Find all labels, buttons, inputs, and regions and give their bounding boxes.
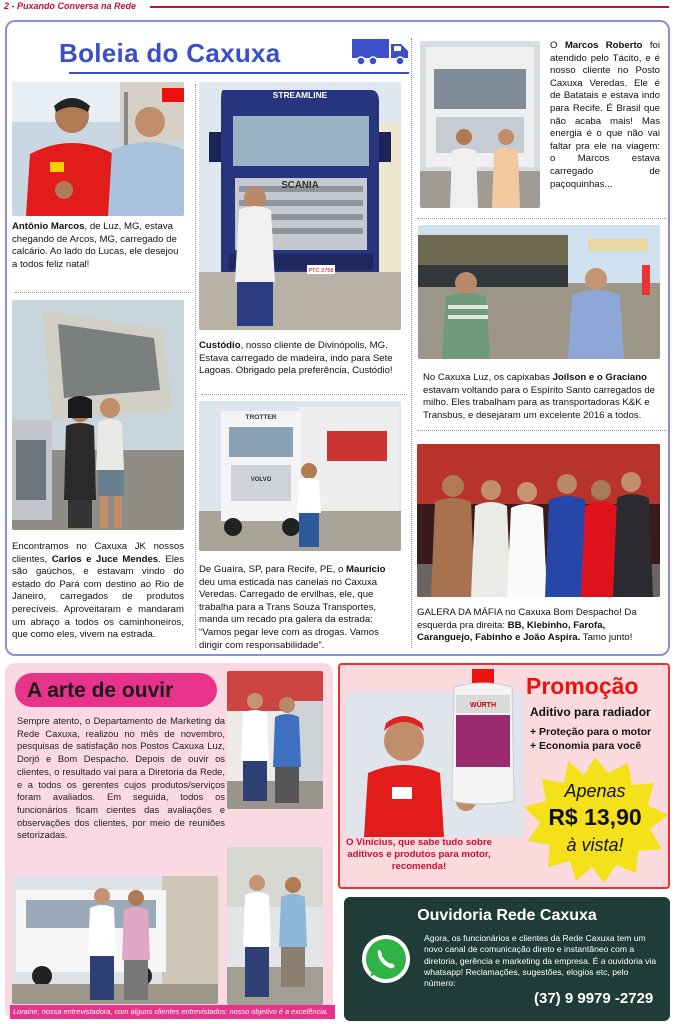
caption-galera-mafia: GALERA DA MÁFIA no Caxuxa Bom Despacho! Da esquerda pra direita: BB, Klebinho, Farofa, Caranguejo, Fabinho e João Aspira. Tamo junto! [417,607,637,644]
price-suffix: à vista! [566,835,624,855]
photo-galera-mafia [417,444,660,597]
photo-carlos-juce [12,300,184,530]
arte-title: A arte de ouvir [27,679,174,702]
ouvidoria-text: Agora, os funcionários e clientes da Rede Caxuxa tem um novo canal de comunicação direto e instantâneo com a diretoria, gerência e marketing da empresa. É a ouvidoria via whatsapp! Reclamações, sugestões, elogios etc, pelo número: [424,933,657,989]
truck-brand-trotter: TROTTER [245,414,277,421]
price-prefix: Apenas [564,781,626,801]
caption-custodio: Custódio, nosso cliente de Divinópolis, MG. Estava carregado de madeira, indo para Sete Lagoas. Obrigado pela preferência, Custódio! [199,340,393,377]
row-divider [15,292,191,293]
row-divider [417,430,667,431]
photo-arte-2 [12,876,218,1004]
photo-mauricio [199,401,401,551]
caption-joilson-graciano: No Caxuxa Luz, os capixabas Joílson e o Graciano estavam voltando para o Espírito Santo carregados de milho. Eles trabalham para as transportadoras K&K e Transbus, e desejaram um excelente 2016 a todos. [423,372,655,421]
price-value: R$ 13,90 [548,804,642,830]
arte-text: Sempre atento, o Departamento de Marketing da Rede Caxuxa, realizou no mês de novembro, pesquisas de satisfação nos Postos Caxuxa Luz, Dorjó e Bom Despacho. Depois de ouvir os clientes, o resultado vai para a Diretoria da Rede, e a todos os gerentes cujos produtos/serviços foram avaliados. Em seguida, todos os funcionários ficam cientes das avaliações e observações dos clientes, por meio de reuniões setorizadas. [17,715,225,841]
page-label: 2 - Puxando Conversa na Rede [4,1,137,11]
caption-antonio-marcos: Antônio Marcos, de Luz, MG, estava chegando de Arcos, MG, carregado de calcário. Ao lado do Lucas, ele desejou a todos feliz natal! [12,221,179,270]
truck-icon [351,36,409,68]
promo-subtitle: Aditivo para radiador [530,705,651,719]
arte-footer: Loraine, nossa entrevistadora, com alguns clientes entrevistados: nosso objetivo é a excelência. [10,1005,335,1019]
boleia-title: Boleia do Caxuxa [59,38,281,68]
header-rule [150,6,669,8]
truck-plate: PTC 2768 [308,268,334,274]
photo-custodio [199,82,401,330]
row-divider [201,394,407,395]
column-divider [411,38,412,648]
caption-carlos-juce: Encontramos no Caxuxa JK nossos clientes, Carlos e Juce Mendes. Eles são gaúchos, e estavam vindo do estado do Pará com destino ao Rio de Janeiro, carregados de produtos perecíveis. Aproveitaram e mandaram um abraço a todos os caminhoneiros, que como eles, vivem na estrada. [12,541,184,641]
page-header [0,0,675,14]
ouvidoria-phone: (37) 9 9979 -2729 [534,990,654,1007]
column-divider [195,84,196,648]
price-burst [520,755,670,885]
truck-brand-streamline: STREAMLINE [272,90,328,100]
ouvidoria-section [344,897,670,1021]
bottle-brand: WÜRTH [469,702,497,709]
promo-bullet: + Proteção para o motor [530,726,652,738]
truck-brand-volvo: VOLVO [250,477,272,483]
caption-mauricio: De Guaíra, SP, para Recife, PE, o Maurício deu uma esticada nas canelas no Caxuxa Veredas. Carregado de ervilhas, ele, que trabalha para a Trans Souza Transportes, manda um recado pra galera da estrada: “Vamos pegar leve com as drogas. Vamos dirigir com responsabilidade”. [199,564,386,651]
photo-arte-1 [227,671,323,809]
boleia-title-rule [69,72,409,74]
photo-antonio-marcos [12,82,184,216]
radiator-additive-bottle [446,669,520,805]
row-divider [417,218,667,219]
promo-caption: O Vinícius, que sabe tudo sobre aditivos e produtos para motor, recomenda! [346,837,492,872]
photo-arte-3 [227,847,323,1005]
promocao-section [338,663,670,889]
whatsapp-icon [360,933,412,985]
photo-marcos-roberto [420,41,540,208]
ouvidoria-title: Ouvidoria Rede Caxuxa [417,907,597,924]
photo-joilson-graciano [418,225,660,359]
caption-marcos-roberto: O Marcos Roberto foi atendido pelo Tácito, e é nosso cliente no Posto Caxuxa Veredas. Ele é de Batatais e estava indo para Recife. É Brasil que não acaba mais! Mas energia é o que não vai faltar pra ele na viagem: o Marcos estava carregado de paçoquinhas... [550,40,660,190]
promo-title: Promoção [526,673,639,699]
truck-brand-scania: SCANIA [281,180,319,191]
promo-bullet: + Economia para você [530,740,642,752]
